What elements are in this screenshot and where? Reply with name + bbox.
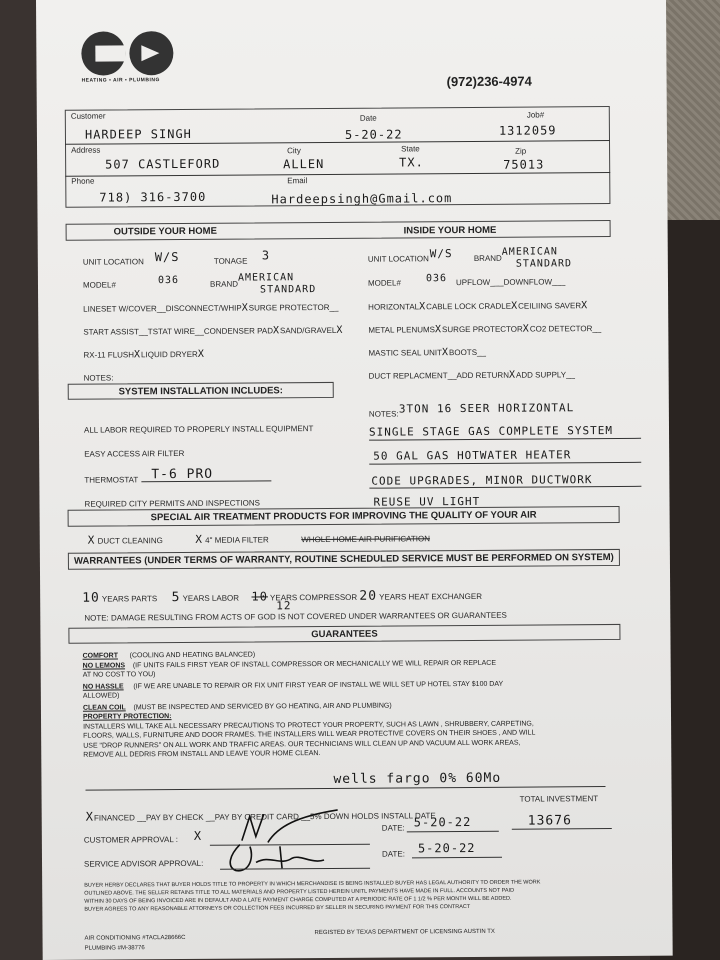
footer-plumbing-license: PLUMBING #M-38776 — [84, 945, 145, 952]
outside-row5-text: RX-11 FLUSH — [83, 350, 135, 360]
inside-note-5: REUSE UV LIGHT — [373, 494, 481, 509]
tonage-value: 3 — [261, 248, 271, 263]
guarantees-body — [83, 648, 624, 760]
inside-note-4: CODE UPGRADES, MINOR DUCTWORK — [371, 473, 593, 488]
labor-label: YEARS LABOR — [182, 593, 240, 603]
customer-date: 5-20-22 — [344, 127, 403, 142]
outside-notes-label: NOTES: — [83, 373, 114, 383]
legal-line: WITHIN 30 DAYS OF BEING INVOICED ARE IN DEFAULT AND A LATE PAYMENT CHARGE COMPUTED AT A PERIODIC RATE OF 1 1/2 % PER MONTH WILL BE ADDED. — [84, 895, 512, 905]
inside-model: 036 — [425, 273, 448, 285]
email-value: Hardeepsingh@Gmail.com — [271, 191, 453, 207]
guarantees-header: GUARANTEES — [68, 624, 620, 644]
checkmark: X — [581, 300, 589, 312]
inside-row5 — [368, 347, 486, 359]
advisor-signature — [220, 836, 350, 879]
legal-line: BUYER AGREES TO ANY REASONABLE ATTORNEYS OR COLLECTION FEES INCURRED BY SELLER IN SECURING PAYMENT FOR THIS CONTRACT — [84, 903, 471, 913]
system-header: SYSTEM INSTALLATION INCLUDES: — [68, 382, 334, 400]
inside-title: INSIDE YOUR HOME — [403, 224, 497, 237]
inside-note-2: SINGLE STAGE GAS COMPLETE SYSTEM — [368, 423, 613, 439]
customer-label: Customer — [70, 111, 106, 121]
payment-options-text: FINANCED __PAY BY CHECK __PAY BY CREDIT CARD __5% DOWN HOLDS INSTALL DATE — [93, 811, 436, 823]
tonage-label: TONAGE — [213, 256, 248, 266]
inside-brand-2: STANDARD — [515, 258, 573, 270]
advisor-date-label: DATE: — [381, 849, 405, 859]
outside-row4 — [83, 325, 343, 338]
inside-row4-mid: SURGE PROTECTOR — [441, 324, 523, 335]
advisor-approval-label: SERVICE ADVISOR APPROVAL: — [84, 858, 204, 869]
comfort-text: (COOLING AND HEATING BALANCED) — [129, 651, 256, 660]
compressor-label: YEARS COMPRESSOR — [270, 592, 358, 603]
city-value: ALLEN — [283, 156, 325, 172]
media-filter: 4" MEDIA FILTER — [205, 535, 269, 545]
inside-note-3: 50 GAL GAS HOTWATER HEATER — [373, 448, 572, 463]
outside-row5-tail: LIQUID DRYER — [141, 349, 198, 360]
outside-row4-tail: SAND/GRAVEL — [280, 325, 337, 336]
footer-registered: REGISTED BY TEXAS DEPARTMENT OF LICENSING AUSTIN TX — [314, 928, 495, 937]
customer-approval-label: CUSTOMER APPROVAL : — [83, 835, 179, 845]
inside-row3-tail: CEILIING SAVER — [518, 301, 582, 311]
company-phone: (972)236-4974 — [446, 73, 532, 90]
inside-row3-text: HORIZONTAL — [368, 302, 420, 312]
inside-row6-tail: ADD SUPPLY__ — [515, 370, 576, 380]
checkmark: X — [508, 369, 517, 381]
no-lemons-text: (IF UNITS FAILS FIRST YEAR OF INSTALL COMPRESSOR OR MECHANICALLY WE WILL REPAIR OR REPLACE — [132, 659, 497, 669]
heat-exchanger-label: YEARS HEAT EXCHANGER — [379, 591, 483, 602]
advisor-approval-date: 5-20-22 — [417, 840, 476, 856]
outside-row3-tail: SURGE PROTECTOR__ — [248, 302, 339, 313]
footer-ac-license: AIR CONDITIONING #TACLA28666C — [84, 934, 186, 942]
date-label: Date — [359, 113, 377, 123]
system-item-labor: ALL LABOR REQUIRED TO PROPERLY INSTALL EQUIPMENT — [83, 424, 314, 435]
state-value: TX. — [399, 155, 424, 170]
thermostat-label: THERMOSTAT — [84, 475, 139, 485]
inside-unit-location-label: UNIT LOCATION — [367, 254, 429, 264]
system-item-filter: EASY ACCESS AIR FILTER — [84, 448, 185, 459]
checkmark: X — [195, 532, 203, 546]
air-purification: WHOLE HOME AIR PURIFICATION — [301, 534, 431, 545]
inside-brand-label: BRAND — [473, 253, 502, 263]
warranty-header: WARRANTEES (UNDER TERMS OF WARRANTY, ROUTINE SCHEDULED SERVICE MUST BE PERFORMED ON SYSTEM) — [68, 549, 620, 570]
air-treatment-row — [88, 531, 430, 546]
phone-label: Phone — [71, 176, 95, 186]
outside-row4-text: START ASSIST__TSTAT WIRE__CONDENSER PAD — [83, 326, 274, 337]
checkmark: X — [133, 349, 142, 361]
phone-value: 718) 316-3700 — [99, 189, 207, 205]
checkmark: X — [522, 323, 530, 335]
property-line: INSTALLERS WILL TAKE ALL NECESSARY PRECAUTIONS TO PROTECT YOUR PROPERTY, SUCH AS LAWN , SHRUBBERY, CARPETING, — [83, 720, 534, 731]
inside-row4 — [368, 323, 601, 336]
legal-text — [84, 878, 644, 914]
inside-row3-mid: CABLE LOCK CRADLE — [426, 301, 512, 312]
outside-unit-location: W/S — [154, 250, 180, 265]
inside-row4-text: METAL PLENUMS — [368, 325, 436, 335]
zip-label: Zip — [515, 146, 527, 156]
checkmark: X — [511, 300, 519, 312]
outside-unit-location-label: UNIT LOCATION — [82, 257, 144, 267]
heat-exchanger-years: 20 — [359, 588, 378, 604]
inside-model-label: MODEL# — [367, 278, 401, 288]
outside-model-label: MODEL# — [82, 280, 116, 290]
parts-years: 10 — [82, 590, 100, 606]
zip-value: 75013 — [503, 157, 545, 172]
total-investment-label: TOTAL INVESTMENT — [519, 794, 599, 804]
inside-note-1: 3TON 16 SEER HORIZONTAL — [398, 401, 575, 416]
legal-line: BUYER HERBY DECLARES THAT BUYER HOLDS TITLE TO PROPERTY IN WHICH MERCHANDISE IS BEING INSTALLED BUYER HAS LEGAL AUTHORITY TO ORDER THE WORK — [84, 879, 541, 889]
inside-notes-label: NOTES: — [368, 409, 399, 419]
inside-row4-tail: CO2 DETECTOR__ — [529, 324, 602, 334]
property-line: FLOORS, WALLS, FURNITURE AND DOOR FRAMES. THE INSTALLERS WILL WEAR PROTECTIVE COVERS ON THEIR SHOES , AND WILL — [83, 729, 536, 740]
financing-note: wells fargo 0% 60Mo — [333, 770, 502, 787]
logo-g-shape — [81, 31, 125, 75]
total-investment: 13676 — [527, 813, 572, 829]
outside-brand-label: BRAND — [209, 279, 239, 289]
outside-brand: AMERICAN — [237, 272, 295, 284]
property-line: REMOVE ALL DEDRIS FROM INSTALL AND LEAVE YOUR HOME CLEAN. — [83, 750, 321, 759]
arrow-icon — [141, 45, 159, 61]
outside-title: OUTSIDE YOUR HOME — [113, 225, 217, 238]
inside-brand: AMERICAN — [501, 246, 558, 258]
checkmark: X — [336, 324, 344, 336]
company-tagline: HEATING • AIR • PLUMBING — [81, 77, 160, 84]
outside-row3-text: LINESET W/COVER__DISCONNECT/WHIP — [83, 303, 242, 314]
job-label: Job# — [526, 110, 545, 120]
no-hassle-text: (IF WE ARE UNABLE TO REPAIR OR FIX UNIT FIRST YEAR OF INSTALL WE WILL SET UP HOTEL STAY $100 DAY — [133, 680, 504, 690]
invoice-paper — [36, 0, 673, 960]
no-hassle-label: NO HASSLE — [82, 682, 124, 691]
checkmark: X — [272, 325, 281, 337]
air-treatment-header: SPECIAL AIR TREATMENT PRODUCTS FOR IMPROVING THE QUALITY OF YOUR AIR — [68, 506, 620, 527]
warranty-note: NOTE: DAMAGE RESULTING FROM ACTS OF GOD IS NOT COVERED UNDER WARRANTEES OR GUARANTEES — [84, 610, 507, 623]
no-hassle-text-2: ALLOWED) — [82, 692, 120, 700]
customer-date-label: DATE: — [381, 823, 405, 833]
legal-line: OUTLINED ABOVE. THE SELLER RETAINS TITLE TO ALL MATERIALS AND PROPERTY LISTED HEREIN UNITL PAYMENTS HAVE MADE IN FULL. ACCOUNTS NOT PAID — [84, 887, 515, 897]
customer-name: HARDEEP SINGH — [84, 126, 192, 142]
state-label: State — [401, 144, 420, 154]
customer-approval-mark: X — [193, 828, 203, 843]
outside-row5 — [83, 349, 204, 361]
parts-label: YEARS PARTS — [101, 594, 158, 604]
checkmark: X — [85, 809, 94, 824]
compressor-years-struck: 10 — [251, 589, 268, 604]
checkmark: X — [419, 301, 427, 313]
inside-row5-text: MASTIC SEAL UNIT — [368, 348, 443, 358]
comfort-label: COMFORT — [82, 652, 118, 660]
address-value: 507 CASTLEFORD — [105, 156, 221, 172]
system-item-permits: REQUIRED CITY PERMITS AND INSPECTIONS — [84, 498, 260, 509]
property-protection-label: PROPERTY PROTECTION: — [82, 713, 172, 721]
address-label: Address — [71, 145, 101, 155]
clean-coil-label: CLEAN COIL — [82, 703, 126, 712]
upflow-downflow: UPFLOW___DOWNFLOW___ — [455, 277, 566, 288]
outside-brand-2: STANDARD — [259, 284, 317, 296]
clean-coil-text: (MUST BE INSPECTED AND SERVICED BY GO HEATING, AIR AND PLUMBING) — [133, 702, 392, 711]
outside-model: 036 — [157, 275, 180, 287]
duct-cleaning: DUCT CLEANING — [97, 536, 163, 546]
inside-row5-tail: BOOTS__ — [448, 347, 486, 358]
no-lemons-text-2: AT NO COST TO YOU) — [82, 671, 156, 679]
checkmark: X — [441, 347, 450, 359]
city-label: City — [287, 146, 301, 156]
job-number: 1312059 — [498, 123, 557, 138]
inside-row6 — [369, 369, 575, 381]
property-line: USE "DROP RUNNERS" ON ALL WORK AND TRAFFIC AREAS. OUR TECHNICIANS WILL CLEAN UP AND VACUUM ALL WORK AREAS, — [83, 739, 521, 750]
checkmark: X — [434, 324, 443, 336]
compressor-years-corrected: 12 — [276, 599, 292, 613]
customer-approval-date: 5-20-22 — [413, 814, 472, 830]
labor-years: 5 — [171, 590, 181, 606]
checkmark: X — [87, 533, 96, 547]
outside-row3 — [83, 302, 338, 315]
inside-unit-location: W/S — [429, 247, 453, 261]
inside-row6-text: DUCT REPLACMENT__ADD RETURN — [368, 370, 509, 381]
checkmark: X — [197, 348, 205, 360]
inside-row3 — [368, 300, 588, 313]
thermostat-value: T-6 PRO — [151, 466, 214, 483]
no-lemons-label: NO LEMONS — [82, 661, 126, 670]
checkmark: X — [241, 302, 249, 314]
email-label: Email — [287, 176, 308, 186]
